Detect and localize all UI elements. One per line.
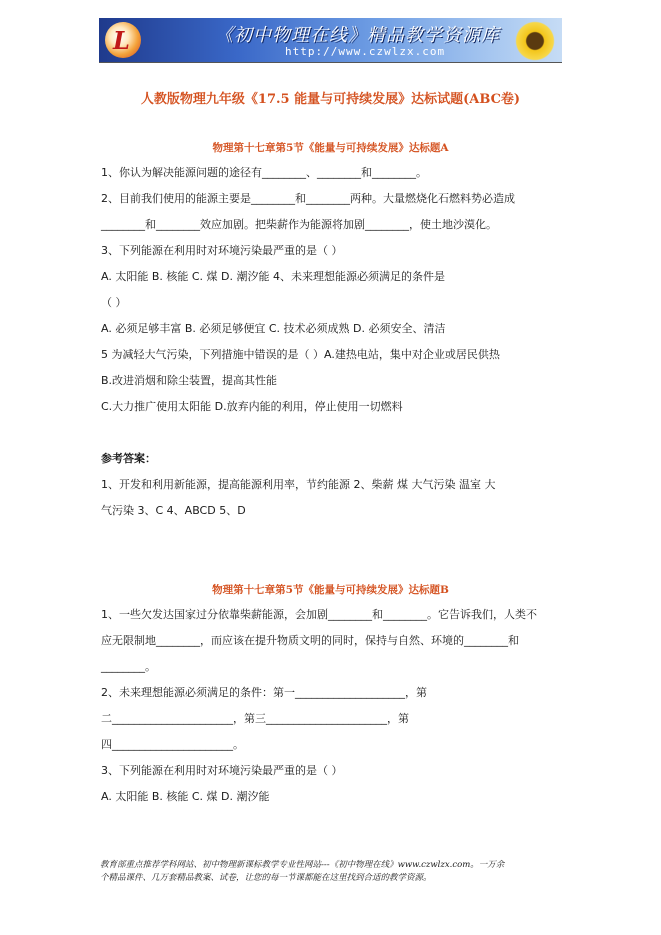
question-line: A. 必须足够丰富 B. 必须足够便宜 C. 技术必须成熟 D. 必须安全、清洁 [101,322,446,335]
question-line: 应无限制地________，而应该在提升物质文明的同时，保持与自然、环境的________和 [101,634,519,647]
question-line: 1、一些欠发达国家过分依靠柴薪能源，会加剧________和________。它告诉我们，人类不 [101,608,537,621]
document-title: 人教版物理九年级《17.5 能量与可持续发展》达标试题(ABC卷) [140,92,521,107]
sunflower-icon [514,20,556,62]
question-line: （ ） [101,296,127,309]
header-banner [99,18,562,62]
question-line: ________。 [101,660,156,673]
question-line: 3、下列能源在利用时对环境污染最严重的是（ ） [101,764,343,777]
question-line: A. 太阳能 B. 核能 C. 煤 D. 潮汐能 4、未来理想能源必须满足的条件是 [101,270,445,283]
banner-url[interactable]: http://www.czwlzx.com [285,45,446,58]
question-line: 2、目前我们使用的能源主要是________和________两种。大量燃烧化石燃料势必造成 [101,192,515,205]
question-line: 1、你认为解决能源问题的途径有________、________和________。 [101,166,427,179]
question-line: 2、未来理想能源必须满足的条件：第一____________________，第 [101,686,427,699]
question-line: 四______________________。 [101,738,244,751]
question-line: 二______________________，第三______________________，第 [101,712,409,725]
question-line: B.改进消烟和除尘装置，提高其性能 [101,374,278,387]
section-a-heading: 物理第十七章第5节《能量与可持续发展》达标题A [212,142,449,154]
page-footer [100,859,570,885]
answer-line: 1、开发和利用新能源，提高能源利用率，节约能源 2、柴薪 煤 大气污染 温室 大 [101,478,496,491]
header-divider [99,62,562,63]
question-line: C.大力推广使用太阳能 D.放弃内能的利用，停止使用一切燃料 [101,400,403,413]
banner-title: 《初中物理在线》精品教学资源库 [215,25,500,46]
section-b-heading: 物理第十七章第5节《能量与可持续发展》达标题B [212,584,449,596]
question-line: A. 太阳能 B. 核能 C. 煤 D. 潮汐能 [101,790,270,803]
question-line: ________和________效应加剧。把柴薪作为能源将加剧________，使土地沙漠化。 [101,218,497,231]
answers-heading: 参考答案： [101,452,156,465]
question-line: 5 为减轻大气污染，下列措施中错误的是（ ）A.建热电站，集中对企业或居民供热 [101,348,500,361]
answer-line: 气污染 3、C 4、ABCD 5、D [101,504,246,517]
footer-line: 教育部重点推荐学科网站、初中物理新课标教学专业性网站---《初中物理在线》www.czwlzx.com。一万余 [100,860,505,870]
logo-mark-icon: L [113,26,130,55]
footer-line: 个精品课件、几万套精品教案、试卷，让您的每一节课都能在这里找到合适的教学资源。 [100,873,432,883]
question-line: 3、下列能源在利用时对环境污染最严重的是（ ） [101,244,343,257]
